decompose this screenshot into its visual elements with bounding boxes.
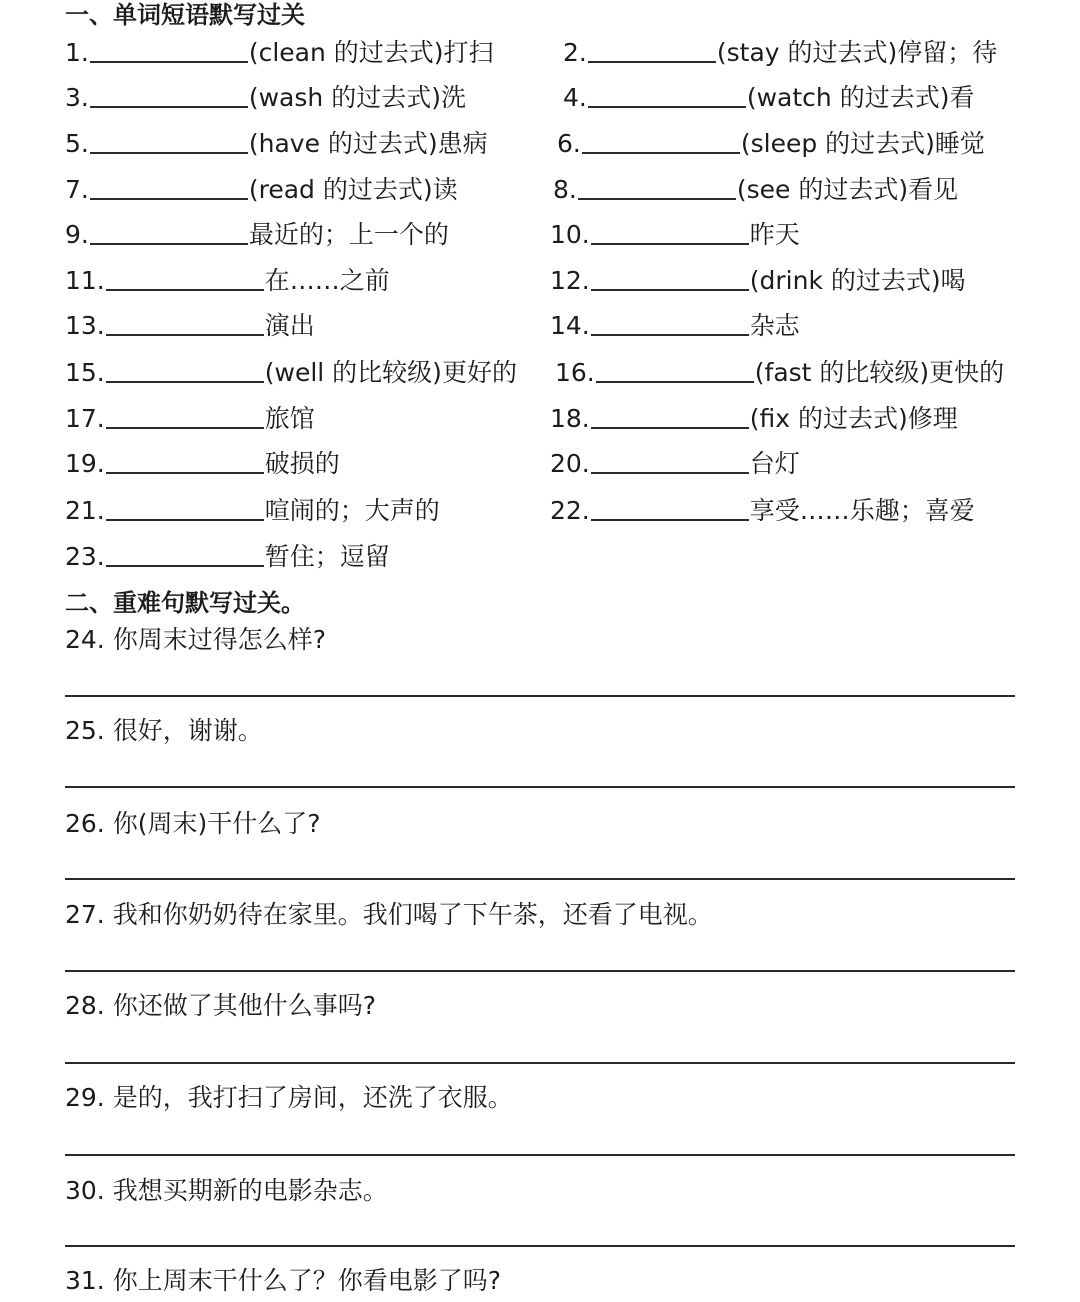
item-hint: (sleep 的过去式)睡觉: [740, 129, 985, 158]
item-hint: 最近的；上一个的: [248, 220, 449, 249]
word-item-22: [550, 495, 975, 527]
item-number: 11.: [65, 266, 105, 295]
sentence-prompt-30: 30. 我想买期新的电影杂志。: [65, 1176, 388, 1205]
item-hint: 旅馆: [264, 404, 315, 433]
sentence-prompt-29: 29. 是的，我打扫了房间，还洗了衣服。: [65, 1083, 513, 1112]
word-item-9: [65, 219, 449, 251]
sentence-prompt-27: 27. 我和你奶奶待在家里。我们喝了下午茶，还看了电视。: [65, 900, 713, 929]
answer-blank[interactable]: [90, 219, 248, 245]
item-hint: (fast 的比较级)更快的: [754, 358, 1005, 387]
item-hint: (drink 的过去式)喝: [749, 266, 966, 295]
word-item-12: [550, 265, 966, 297]
item-number: 4.: [563, 83, 587, 112]
item-hint: (clean 的过去式)打扫: [248, 38, 494, 67]
answer-blank[interactable]: [106, 403, 264, 429]
word-item-2: [563, 37, 997, 69]
word-item-13: [65, 310, 315, 342]
item-hint: (well 的比较级)更好的: [264, 358, 517, 387]
answer-line-29[interactable]: [65, 1154, 1015, 1156]
item-hint: 昨天: [749, 220, 800, 249]
item-number: 20.: [550, 449, 590, 478]
word-item-1: [65, 37, 494, 69]
item-hint: 喧闹的；大声的: [264, 496, 440, 525]
answer-line-30[interactable]: [65, 1245, 1015, 1247]
answer-blank[interactable]: [591, 265, 749, 291]
sentence-prompt-31: 31. 你上周末干什么了？你看电影了吗?: [65, 1266, 501, 1295]
item-hint: 杂志: [749, 311, 800, 340]
item-hint: (have 的过去式)患病: [248, 129, 488, 158]
item-number: 17.: [65, 404, 105, 433]
answer-blank[interactable]: [588, 82, 746, 108]
item-number: 18.: [550, 404, 590, 433]
word-item-8: [553, 174, 958, 206]
answer-blank[interactable]: [591, 495, 749, 521]
word-item-20: [550, 448, 800, 480]
word-item-10: [550, 219, 800, 251]
answer-blank[interactable]: [106, 265, 264, 291]
answer-blank[interactable]: [106, 448, 264, 474]
word-item-11: [65, 265, 390, 297]
word-item-19: [65, 448, 340, 480]
item-number: 6.: [557, 129, 581, 158]
sentence-prompt-25: 25. 很好，谢谢。: [65, 716, 263, 745]
item-hint: (fix 的过去式)修理: [749, 404, 958, 433]
item-hint: 暂住；逗留: [264, 542, 390, 571]
answer-blank[interactable]: [106, 495, 264, 521]
answer-blank[interactable]: [591, 310, 749, 336]
item-number: 3.: [65, 83, 89, 112]
section-1-title: 一、单词短语默写过关: [65, 1, 305, 29]
word-item-18: [550, 403, 958, 435]
item-number: 1.: [65, 38, 89, 67]
item-number: 22.: [550, 496, 590, 525]
item-number: 13.: [65, 311, 105, 340]
answer-blank[interactable]: [90, 174, 248, 200]
answer-line-26[interactable]: [65, 878, 1015, 880]
item-number: 5.: [65, 129, 89, 158]
answer-blank[interactable]: [90, 37, 248, 63]
item-number: 15.: [65, 358, 105, 387]
item-hint: 在……之前: [264, 266, 390, 295]
item-number: 12.: [550, 266, 590, 295]
answer-blank[interactable]: [591, 219, 749, 245]
word-item-3: [65, 82, 466, 114]
item-hint: 破损的: [264, 449, 340, 478]
section-2-title: 二、重难句默写过关。: [65, 589, 305, 617]
item-number: 2.: [563, 38, 587, 67]
item-hint: (read 的过去式)读: [248, 175, 458, 204]
word-item-15: [65, 357, 517, 389]
item-number: 8.: [553, 175, 577, 204]
word-item-16: [555, 357, 1004, 389]
item-number: 21.: [65, 496, 105, 525]
item-number: 16.: [555, 358, 595, 387]
word-item-5: [65, 128, 488, 160]
answer-line-24[interactable]: [65, 695, 1015, 697]
answer-blank[interactable]: [106, 310, 264, 336]
sentence-prompt-28: 28. 你还做了其他什么事吗?: [65, 991, 376, 1020]
answer-line-25[interactable]: [65, 786, 1015, 788]
item-hint: 享受……乐趣；喜爱: [749, 496, 975, 525]
answer-line-27[interactable]: [65, 970, 1015, 972]
item-number: 7.: [65, 175, 89, 204]
sentence-prompt-26: 26. 你(周末)干什么了?: [65, 809, 321, 838]
item-number: 23.: [65, 542, 105, 571]
item-number: 19.: [65, 449, 105, 478]
answer-blank[interactable]: [106, 541, 264, 567]
answer-blank[interactable]: [591, 403, 749, 429]
word-item-7: [65, 174, 458, 206]
item-hint: (watch 的过去式)看: [746, 83, 975, 112]
answer-blank[interactable]: [582, 128, 740, 154]
answer-blank[interactable]: [90, 128, 248, 154]
word-item-4: [563, 82, 974, 114]
item-hint: (see 的过去式)看见: [736, 175, 959, 204]
word-item-14: [550, 310, 800, 342]
sentence-prompt-24: 24. 你周末过得怎么样?: [65, 625, 326, 654]
item-number: 9.: [65, 220, 89, 249]
item-number: 10.: [550, 220, 590, 249]
answer-blank[interactable]: [596, 357, 754, 383]
item-hint: (wash 的过去式)洗: [248, 83, 466, 112]
item-hint: (stay 的过去式)停留；待: [716, 38, 998, 67]
item-hint: 演出: [264, 311, 315, 340]
item-hint: 台灯: [749, 449, 800, 478]
answer-line-28[interactable]: [65, 1062, 1015, 1064]
answer-blank[interactable]: [106, 357, 264, 383]
answer-blank[interactable]: [578, 174, 736, 200]
word-item-6: [557, 128, 985, 160]
item-number: 14.: [550, 311, 590, 340]
answer-blank[interactable]: [90, 82, 248, 108]
word-item-23: [65, 541, 390, 573]
answer-blank[interactable]: [591, 448, 749, 474]
word-item-17: [65, 403, 315, 435]
word-item-21: [65, 495, 440, 527]
answer-blank[interactable]: [588, 37, 716, 63]
